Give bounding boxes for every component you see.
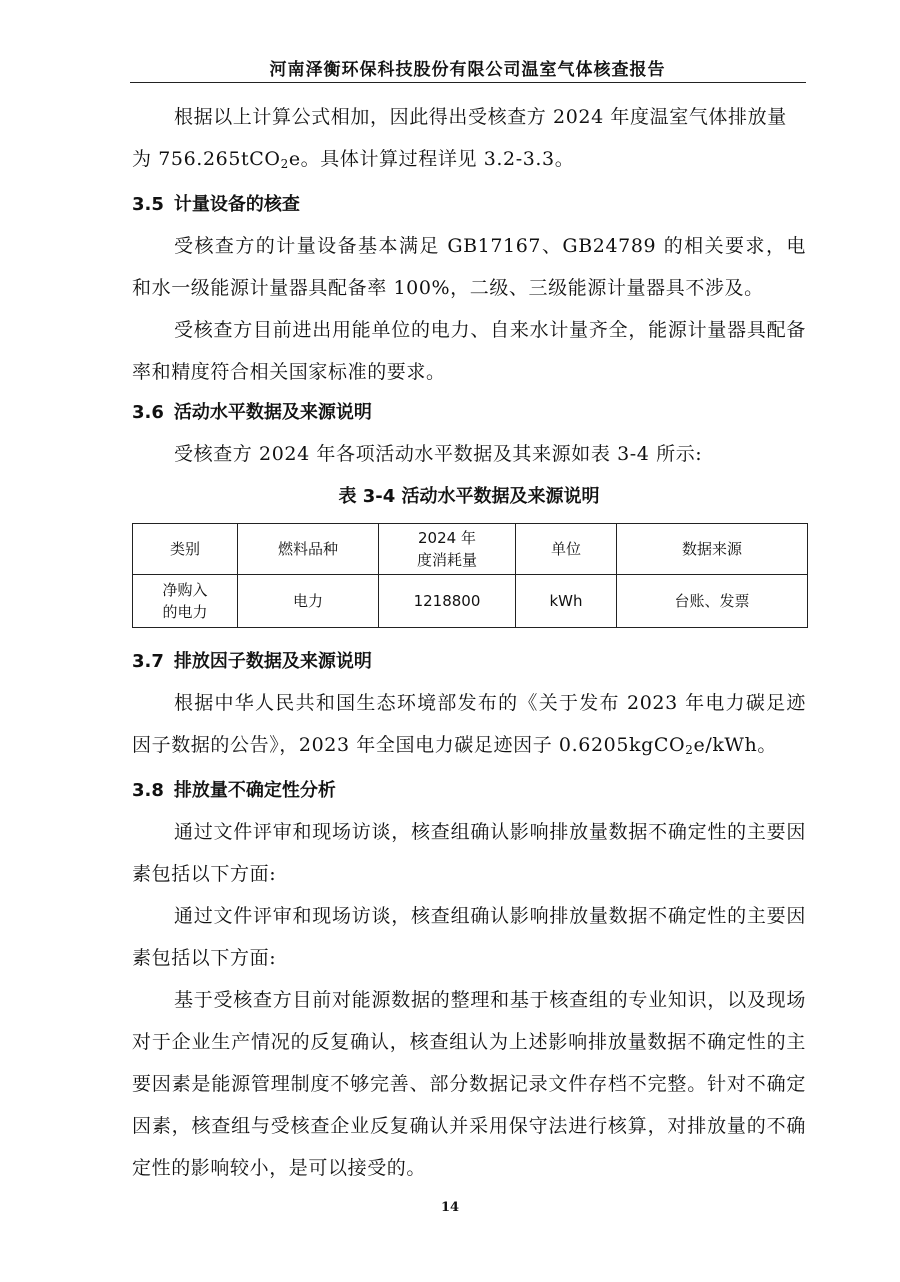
table-caption: 表 3-4 活动水平数据及来源说明 xyxy=(338,486,600,507)
intro-line2-prefix: 为 756.265tCO xyxy=(132,148,281,170)
section-3-5-paragraph-1: 受核查方的计量设备基本满足 GB17167、GB24789 的相关要求，电和水一级能源计量器具配备率 100%，二级、三级能源计量器具不涉及。 xyxy=(132,235,806,299)
section-number: 3.5 xyxy=(132,194,164,215)
emission-factor-text: 根据中华人民共和国生态环境部发布的《关于发布 2023 年电力碳足迹因子数据的公告》，2023 年全国电力碳足迹因子 0.6205kgCO xyxy=(132,692,806,756)
table-row xyxy=(133,575,808,628)
cell-category xyxy=(133,575,238,628)
section-3-7-heading xyxy=(132,642,806,682)
header-consumption-line2: 度消耗量 xyxy=(416,551,477,569)
cell-category-line2: 的电力 xyxy=(162,603,208,621)
page-number: 14 xyxy=(440,1200,460,1215)
header-unit: 单位 xyxy=(516,524,617,575)
header-fuel: 燃料品种 xyxy=(238,524,379,575)
cell-unit: kWh xyxy=(516,575,617,628)
header-divider xyxy=(130,82,806,83)
section-title: 活动水平数据及来源说明 xyxy=(173,402,372,423)
intro-line2-suffix: e。具体计算过程详见 3.2-3.3。 xyxy=(288,148,575,170)
page-header-title: 河南泽衡环保科技股份有限公司温室气体核查报告 xyxy=(269,60,666,80)
section-3-8-paragraph-1: 通过文件评审和现场访谈，核查组确认影响排放量数据不确定性的主要因素包括以下方面: xyxy=(132,821,806,885)
activity-data-table xyxy=(132,523,808,628)
emission-factor-sub: 2 xyxy=(685,743,694,757)
header-consumption xyxy=(379,524,516,575)
cell-consumption: 1218800 xyxy=(379,575,516,628)
section-number: 3.7 xyxy=(132,651,164,672)
cell-category-line1: 净购入 xyxy=(162,581,208,599)
cell-source: 台账、发票 xyxy=(617,575,808,628)
section-number: 3.8 xyxy=(132,780,164,801)
section-3-5-paragraph-2: 受核查方目前进出用能单位的电力、自来水计量齐全，能源计量器具配备率和精度符合相关国家标准的要求。 xyxy=(132,319,806,383)
section-3-6-heading xyxy=(132,393,806,433)
cell-fuel: 电力 xyxy=(238,575,379,628)
header-consumption-line1: 2024 年 xyxy=(418,529,476,547)
section-title: 排放量不确定性分析 xyxy=(173,780,336,801)
section-title: 计量设备的核查 xyxy=(173,194,300,215)
section-3-8-paragraph-3: 基于受核查方目前对能源数据的整理和基于核查组的专业知识，以及现场对于企业生产情况的反复确认，核查组认为上述影响排放量数据不确定性的主要因素是能源管理制度不够完善、部分数据记录文件存档不完整。针对不确定因素，核查组与受核查企业反复确认并采用保守法进行核算，对排放量的不确定性的影响较小，是可以接受的。 xyxy=(132,989,806,1179)
section-3-8-paragraph-2: 通过文件评审和现场访谈，核查组确认影响排放量数据不确定性的主要因素包括以下方面: xyxy=(132,905,806,969)
section-number: 3.6 xyxy=(132,402,164,423)
page-content xyxy=(132,96,806,1189)
emission-factor-suffix: e/kWh。 xyxy=(693,734,777,756)
table-header-row xyxy=(133,524,808,575)
header-source: 数据来源 xyxy=(617,524,808,575)
section-3-7-paragraph-1 xyxy=(132,682,806,771)
intro-paragraph xyxy=(132,96,806,185)
header-category: 类别 xyxy=(133,524,238,575)
intro-line1: 根据以上计算公式相加，因此得出受核查方 2024 年度温室气体排放量 xyxy=(174,106,787,128)
intro-line2-sub: 2 xyxy=(280,157,289,171)
section-3-8-heading xyxy=(132,771,806,811)
section-3-6-paragraph-1: 受核查方 2024 年各项活动水平数据及其来源如表 3-4 所示: xyxy=(174,443,703,465)
section-3-5-heading xyxy=(132,185,806,225)
section-title: 排放因子数据及来源说明 xyxy=(173,651,372,672)
